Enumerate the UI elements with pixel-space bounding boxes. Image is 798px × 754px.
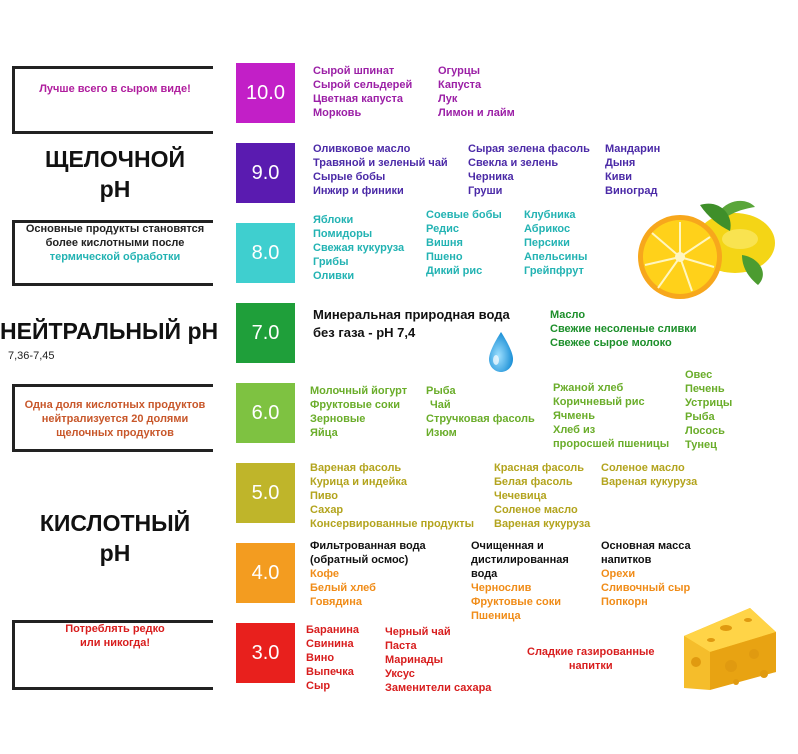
list-item: Соленое масло (601, 462, 685, 474)
heading-neutral (0, 316, 222, 346)
bracket-raw (12, 66, 213, 134)
list-item: Вареная фасоль (310, 462, 402, 474)
food-list-4-a (310, 539, 426, 609)
list-item: Печень (685, 383, 725, 395)
heading-neutral-text: НЕЙТРАЛЬНЫЙ pH (0, 318, 219, 344)
list-item: Рыба (685, 411, 715, 423)
list-item: Стручковая фасоль (426, 413, 535, 425)
food-list-4-c (601, 539, 691, 609)
list-item: Баранина (306, 624, 360, 636)
list-item: Свежая кукуруза (313, 242, 405, 254)
list-item: Помидоры (313, 228, 373, 240)
list-item: Яблоки (313, 214, 354, 226)
list-item: Оливковое масло (313, 143, 411, 155)
ph-box-5 (236, 463, 295, 523)
list-item: Ржаной хлеб (553, 382, 624, 394)
food-list-3-b (385, 625, 491, 695)
lemon-icon (630, 195, 780, 310)
ph-box-4 (236, 543, 295, 603)
list-item: Уксус (385, 668, 415, 680)
list-item: Свинина (306, 638, 354, 650)
water-drop-icon (486, 330, 516, 374)
list-item: Соевые бобы (426, 209, 502, 221)
list-item: Свежее сырое молоко (550, 337, 672, 349)
food-list-6-b (426, 384, 535, 440)
list-item: Оливки (313, 270, 355, 282)
list-item: Минеральная природная вода (313, 307, 510, 322)
note-rare (20, 622, 210, 650)
ph-value: 7.0 (251, 321, 280, 344)
list-item: Тунец (685, 439, 717, 451)
list-item: Пшено (426, 251, 463, 263)
list-item: Консервированные продукты (310, 518, 475, 530)
list-item: Дикий рис (426, 265, 483, 277)
food-list-8-b (426, 208, 502, 278)
note-alkaline-line1: Основные продукты становятся (25, 223, 205, 235)
list-item: Вареная кукуруза (494, 518, 591, 530)
note-alkaline-line2: более кислотными после (45, 237, 185, 249)
list-item: Выпечка (306, 666, 354, 678)
list-item: Чай (430, 399, 451, 411)
list-item: Рыба (426, 385, 456, 397)
list-item: Черный чай (385, 626, 451, 638)
list-item: Фруктовые соки (471, 596, 561, 608)
note-raw-text: Лучше всего в сыром виде! (39, 83, 191, 95)
list-item: напитки (568, 660, 613, 672)
ph-box-9 (236, 143, 295, 203)
note-rare-line1: Потреблять редко (65, 623, 165, 635)
list-header: дистилированная (471, 554, 569, 566)
food-list-5-b (494, 461, 590, 531)
list-item: Инжир и финики (313, 185, 404, 197)
list-item: Чернослив (471, 582, 532, 594)
list-item: Травяной и зеленый чай (313, 157, 448, 169)
list-item: Свежие несоленые сливки (550, 323, 697, 335)
list-item: Сырой сельдерей (313, 79, 413, 91)
list-item: Капуста (438, 79, 482, 91)
note-neutralize-line1: Одна доля кислотных продуктов (24, 399, 206, 411)
heading-acid-line1: КИСЛОТНЫЙ (39, 510, 191, 536)
list-item: Мандарин (605, 143, 661, 155)
heading-alkaline (20, 144, 210, 204)
list-item: Хлеб из (553, 424, 596, 436)
note-raw (20, 82, 210, 96)
food-list-4-b (471, 539, 569, 623)
food-list-6-c (553, 381, 669, 451)
list-item: Паста (385, 640, 417, 652)
list-item: Говядина (310, 596, 362, 608)
note-neutralize-line3: щелочных продуктов (56, 427, 174, 439)
food-list-3-a (306, 623, 359, 693)
list-item: Персики (524, 237, 570, 249)
mineral-water-text (313, 306, 510, 342)
list-item: Изюм (426, 427, 457, 439)
ph-value: 6.0 (251, 401, 280, 424)
food-list-9-c (605, 142, 660, 198)
list-item: Ячмень (553, 410, 595, 422)
list-header: напитков (601, 554, 652, 566)
food-list-5-c (601, 461, 697, 489)
food-list-8-a (313, 213, 404, 283)
ph-box-3 (236, 623, 295, 683)
ph-value: 8.0 (251, 241, 280, 264)
ph-box-7 (236, 303, 295, 363)
ph-box-10 (236, 63, 295, 123)
food-list-8-c (524, 208, 587, 278)
list-item: Вареная кукуруза (601, 476, 698, 488)
list-item: Коричневый рис (553, 396, 645, 408)
list-item: Черника (468, 171, 514, 183)
heading-alkaline-line1: ЩЕЛОЧНОЙ (45, 146, 185, 172)
list-item: Груши (468, 185, 503, 197)
heading-acid-line2: pH (99, 540, 131, 566)
list-header: Основная масса (601, 540, 691, 552)
list-item: Дыня (605, 157, 636, 169)
ph-box-6 (236, 383, 295, 443)
list-item: Сахар (310, 504, 344, 516)
food-list-9-a (313, 142, 448, 198)
list-item: Сырой шпинат (313, 65, 395, 77)
list-item: без газа - pH 7,4 (313, 325, 416, 340)
list-item: Вишня (426, 237, 463, 249)
list-item: Чечевица (494, 490, 547, 502)
food-list-6-d (685, 368, 732, 452)
note-rare-line2: или никогда! (80, 637, 150, 649)
list-header: Очищенная и (471, 540, 544, 552)
note-alkaline (20, 222, 210, 264)
list-header: (обратный осмос) (310, 554, 409, 566)
food-list-9-b (468, 142, 590, 198)
list-item: Попкорн (601, 596, 648, 608)
list-item: Свекла и зелень (468, 157, 559, 169)
list-item: Редис (426, 223, 460, 235)
list-item: Устрицы (685, 397, 733, 409)
list-item: Масло (550, 309, 586, 321)
list-header: Фильтрованная вода (310, 540, 426, 552)
food-list-10-b (438, 64, 515, 120)
list-item: Овес (685, 369, 713, 381)
ph-box-8 (236, 223, 295, 283)
list-item: Абрикос (524, 223, 571, 235)
list-item: Лук (438, 93, 458, 105)
list-item: Клубника (524, 209, 576, 221)
list-item: Морковь (313, 107, 362, 119)
list-header: вода (471, 568, 498, 580)
list-item: Огурцы (438, 65, 480, 77)
list-item: Апельсины (524, 251, 588, 263)
list-item: Яйца (310, 427, 338, 439)
list-item: Белый хлеб (310, 582, 376, 594)
list-item: Маринады (385, 654, 444, 666)
cheese-icon (676, 602, 782, 694)
heading-acid (20, 508, 210, 568)
list-item: Орехи (601, 568, 636, 580)
food-list-7 (550, 308, 697, 350)
list-item: Цветная капуста (313, 93, 403, 105)
list-item: Сладкие газированные (527, 646, 655, 658)
list-item: Пиво (310, 490, 339, 502)
list-item: Сливочный сыр (601, 582, 691, 594)
list-item: Сырые бобы (313, 171, 386, 183)
list-item: Молочный йогурт (310, 385, 408, 397)
list-item: Фруктовые соки (310, 399, 400, 411)
list-item: Грейпфрут (524, 265, 584, 277)
list-item: проросшей пшеницы (553, 438, 670, 450)
note-alkaline-line3: термической обработки (49, 251, 181, 263)
note-neutralize-line2: нейтрализуется 20 долями (41, 413, 189, 425)
list-item: Киви (605, 171, 633, 183)
list-item: Сырая зелена фасоль (468, 143, 590, 155)
list-item: Виноград (605, 185, 658, 197)
list-item: Кофе (310, 568, 340, 580)
neutral-range: 7,36-7,45 (8, 350, 55, 362)
list-item: Зерновые (310, 413, 366, 425)
list-item: Белая фасоль (494, 476, 573, 488)
ph-value: 10.0 (246, 81, 285, 104)
heading-alkaline-line2: pH (99, 176, 131, 202)
food-list-3-c (527, 645, 655, 673)
food-list-6-a (310, 384, 407, 440)
note-neutralize (20, 398, 210, 440)
list-item: Курица и индейка (310, 476, 407, 488)
list-item: Лимон и лайм (438, 107, 515, 119)
food-list-5-a (310, 461, 474, 531)
food-list-10-a (313, 64, 412, 120)
ph-value: 4.0 (251, 561, 280, 584)
list-item: Заменители сахара (385, 682, 492, 694)
list-item: Соленое масло (494, 504, 578, 516)
list-item: Красная фасоль (494, 462, 584, 474)
ph-value: 3.0 (251, 641, 280, 664)
list-item: Вино (306, 652, 335, 664)
list-item: Лосось (685, 425, 725, 437)
list-item: Сыр (306, 680, 331, 692)
ph-value: 5.0 (251, 481, 280, 504)
ph-value: 9.0 (251, 161, 280, 184)
list-item: Пшеница (471, 610, 521, 622)
list-item: Грибы (313, 256, 349, 268)
